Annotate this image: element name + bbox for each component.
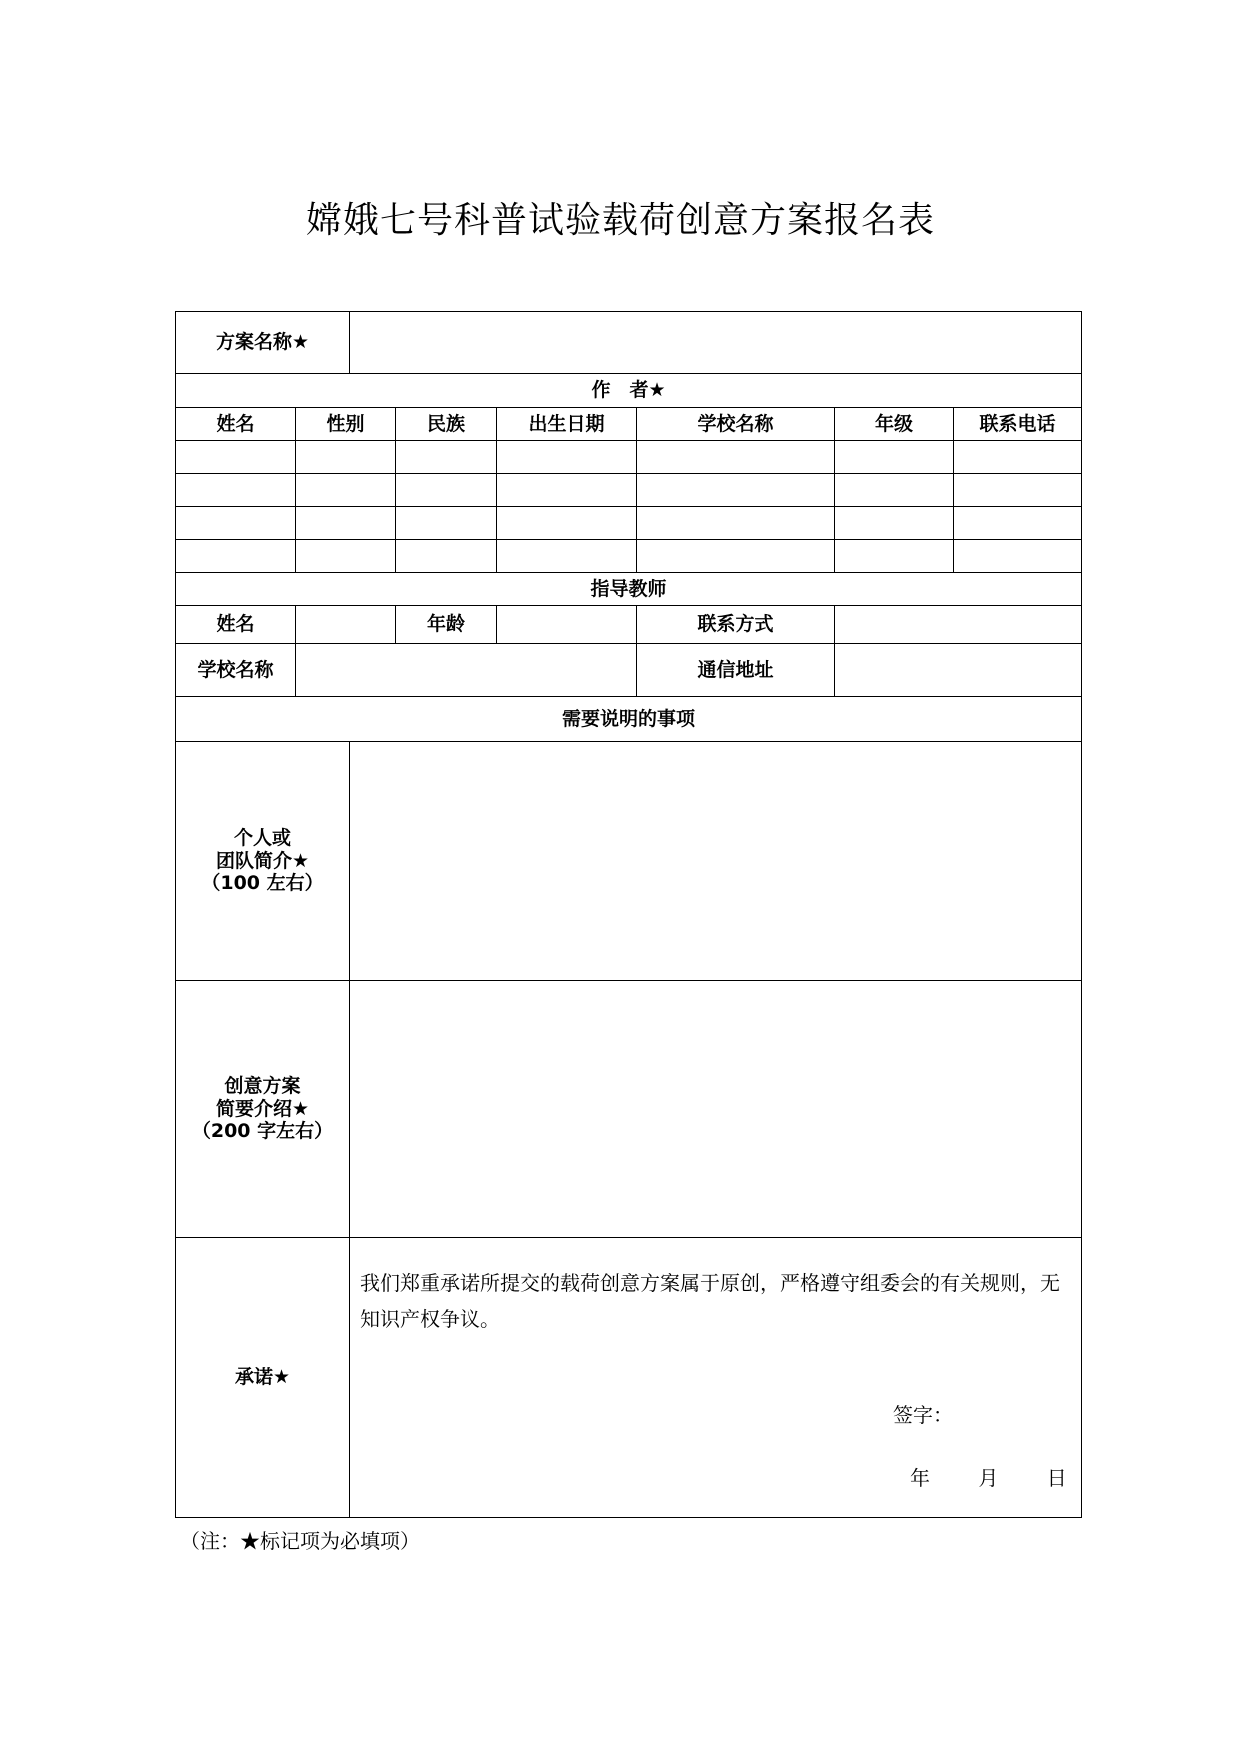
author-gender-cell[interactable] bbox=[296, 441, 396, 474]
advisor-name-label: 姓名 bbox=[176, 606, 296, 644]
author-gender-cell[interactable] bbox=[296, 540, 396, 573]
author-name-cell[interactable] bbox=[176, 474, 296, 507]
author-row bbox=[176, 540, 1082, 573]
author-school-cell[interactable] bbox=[637, 441, 835, 474]
registration-form-table bbox=[175, 311, 1082, 1518]
intro-label-line: 个人或 bbox=[234, 826, 292, 849]
summary-row bbox=[176, 981, 1082, 1238]
author-ethnicity-cell[interactable] bbox=[396, 474, 497, 507]
author-gender-cell[interactable] bbox=[296, 507, 396, 540]
form-title: 嫦娥七号科普试验载荷创意方案报名表 bbox=[305, 200, 935, 241]
author-col-school: 学校名称 bbox=[637, 408, 835, 441]
advisor-age-label: 年龄 bbox=[396, 606, 497, 644]
author-grade-cell[interactable] bbox=[835, 441, 954, 474]
advisor-address-label: 通信地址 bbox=[637, 644, 835, 697]
advisor-name-field[interactable] bbox=[296, 606, 396, 644]
intro-label bbox=[176, 742, 350, 981]
summary-label-line: 简要介绍★ bbox=[215, 1097, 310, 1120]
author-school-cell[interactable] bbox=[637, 474, 835, 507]
advisor-row-1 bbox=[176, 606, 1082, 644]
advisor-section-header: 指导教师 bbox=[176, 573, 1082, 606]
author-col-gender: 性别 bbox=[296, 408, 396, 441]
summary-label-line: 创意方案 bbox=[224, 1074, 301, 1097]
author-col-grade: 年级 bbox=[835, 408, 954, 441]
author-name-cell[interactable] bbox=[176, 507, 296, 540]
author-birthdate-cell[interactable] bbox=[497, 474, 637, 507]
advisor-contact-field[interactable] bbox=[835, 606, 1082, 644]
intro-label-line: 团队简介★ bbox=[215, 849, 310, 872]
author-birthdate-cell[interactable] bbox=[497, 441, 637, 474]
authors-section-header: 作 者★ bbox=[176, 374, 1082, 408]
author-col-name: 姓名 bbox=[176, 408, 296, 441]
pledge-row bbox=[176, 1238, 1082, 1518]
author-name-cell[interactable] bbox=[176, 540, 296, 573]
author-ethnicity-cell[interactable] bbox=[396, 540, 497, 573]
pledge-label: 承诺★ bbox=[176, 1238, 350, 1518]
author-phone-cell[interactable] bbox=[954, 474, 1082, 507]
plan-name-field[interactable] bbox=[350, 312, 1082, 374]
summary-field[interactable] bbox=[350, 981, 1082, 1238]
author-phone-cell[interactable] bbox=[954, 507, 1082, 540]
signature-label: 签字： bbox=[893, 1403, 954, 1427]
author-row bbox=[176, 474, 1082, 507]
author-birthdate-cell[interactable] bbox=[497, 540, 637, 573]
author-grade-cell[interactable] bbox=[835, 540, 954, 573]
advisor-school-field[interactable] bbox=[296, 644, 637, 697]
summary-label-line: （200 字左右） bbox=[191, 1120, 334, 1143]
intro-label-line: （100 左右） bbox=[201, 872, 324, 895]
required-footnote: （注：★标记项为必填项） bbox=[180, 1529, 420, 1553]
author-col-ethnicity: 民族 bbox=[396, 408, 497, 441]
author-school-cell[interactable] bbox=[637, 540, 835, 573]
author-school-cell[interactable] bbox=[637, 507, 835, 540]
advisor-school-label: 学校名称 bbox=[176, 644, 296, 697]
author-grade-cell[interactable] bbox=[835, 507, 954, 540]
author-gender-cell[interactable] bbox=[296, 474, 396, 507]
author-grade-cell[interactable] bbox=[835, 474, 954, 507]
advisor-age-field[interactable] bbox=[497, 606, 637, 644]
author-ethnicity-cell[interactable] bbox=[396, 441, 497, 474]
intro-row bbox=[176, 742, 1082, 981]
author-col-phone: 联系电话 bbox=[954, 408, 1082, 441]
notes-section-header: 需要说明的事项 bbox=[176, 697, 1082, 742]
author-phone-cell[interactable] bbox=[954, 540, 1082, 573]
plan-name-row bbox=[176, 312, 1082, 374]
summary-label bbox=[176, 981, 350, 1238]
advisor-address-field[interactable] bbox=[835, 644, 1082, 697]
author-row bbox=[176, 441, 1082, 474]
pledge-text: 我们郑重承诺所提交的载荷创意方案属于原创，严格遵守组委会的有关规则，无知识产权争议。 bbox=[360, 1271, 1061, 1331]
advisor-row-2 bbox=[176, 644, 1082, 697]
author-birthdate-cell[interactable] bbox=[497, 507, 637, 540]
author-ethnicity-cell[interactable] bbox=[396, 507, 497, 540]
author-col-birthdate: 出生日期 bbox=[497, 408, 637, 441]
advisor-contact-label: 联系方式 bbox=[637, 606, 835, 644]
plan-name-label: 方案名称★ bbox=[176, 312, 350, 374]
intro-field[interactable] bbox=[350, 742, 1082, 981]
date-label: 年 月 日 bbox=[910, 1466, 1067, 1490]
author-name-cell[interactable] bbox=[176, 441, 296, 474]
author-phone-cell[interactable] bbox=[954, 441, 1082, 474]
author-row bbox=[176, 507, 1082, 540]
pledge-cell bbox=[350, 1238, 1082, 1518]
author-columns-header bbox=[176, 408, 1082, 441]
